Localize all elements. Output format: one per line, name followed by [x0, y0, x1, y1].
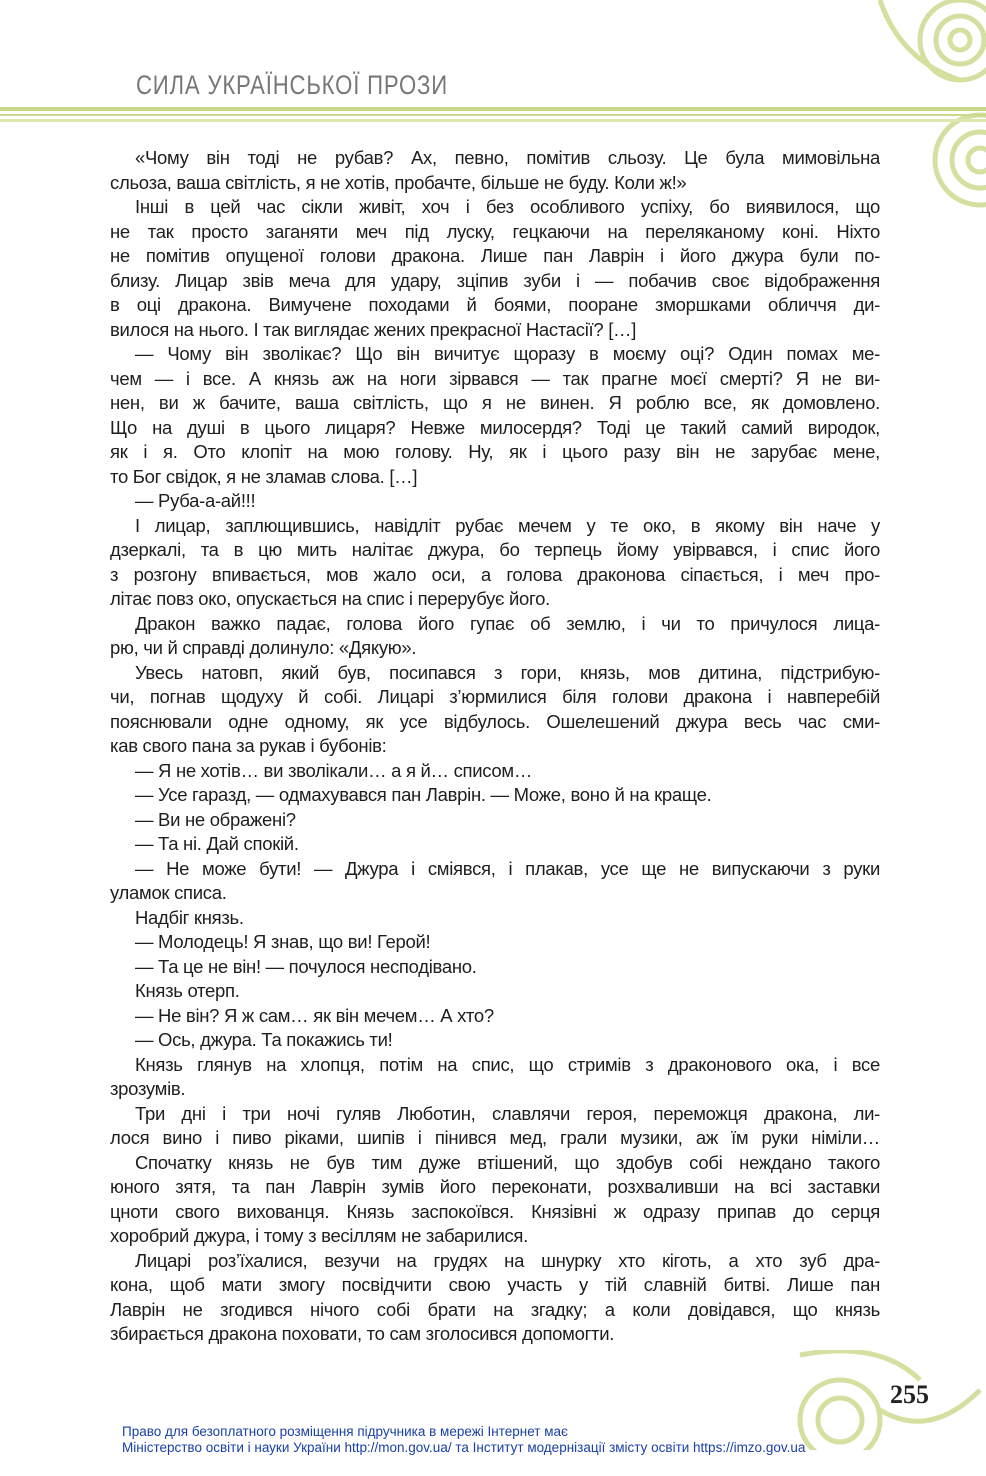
text-line: Лицарі роз’їхалися, везучи на грудях на шнурку хто кіготь, а хто зуб дра-	[135, 1249, 880, 1271]
text-line: не так просто заганяти меч під луску, гецкаючи на переляканому коні. Ніхто	[110, 220, 880, 242]
text-line: чи, погнав щодуху й собі. Лицарі з’юрмилися біля голови дракона і навперебій	[110, 686, 880, 707]
body-text	[110, 146, 880, 1347]
text-line: цноти свого вихованця. Князь заспокоївся. Князівні ж одразу припав до серця	[110, 1200, 880, 1222]
text-line: Три дні і три ночі гуляв Люботин, славлячи героя, переможця дракона, ли-	[135, 1102, 880, 1124]
text-line: кона, щоб мати змогу посвідчити свою участь у тій славній битві. Лише пан	[110, 1274, 880, 1295]
text-line: збирається дракона поховати, то сам зголосився допомогти.	[110, 1323, 615, 1344]
text-line: то Бог свідок, я не зламав слова. […]	[110, 465, 418, 487]
text-line: Надбіг князь.	[135, 906, 244, 928]
swirl-decoration-bottom-icon	[780, 1350, 986, 1450]
text-line: близу. Лицар звів меча для удару, зціпив зуби і — побачив своє відображення	[110, 269, 880, 291]
header-rule	[0, 107, 986, 111]
text-line: — Я не хотів… ви зволікали… а я й… списом…	[135, 759, 533, 781]
text-line: — Чому він зволікає? Що він вичитує щоразу в моєму оці? Один помах ме-	[135, 343, 880, 364]
text-line: Дракон важко падає, голова його гупає об землю, і чи то причулося лица-	[135, 612, 880, 634]
text-line: сльоза, ваша світлість, я не хотів, пробачте, більше не буду. Коли ж!»	[110, 171, 687, 193]
text-line: вилося на нього. І так виглядає жених прекрасної Настасії? […]	[110, 318, 637, 340]
text-line: нен, ви ж бачите, ваша світлість, що я не винен. Я роблю все, як домовлено.	[110, 392, 880, 413]
text-line: — Усе гаразд, — одмахувався пан Лаврін. — Може, воно й на краще.	[135, 784, 712, 805]
text-line: хоробрий джура, і тому з весіллям не забарилися.	[110, 1225, 528, 1246]
text-line: зрозумів.	[110, 1078, 186, 1099]
text-line: — Молодець! Я знав, що ви! Герой!	[135, 931, 431, 952]
text-line: — Та ні. Дай спокій.	[135, 833, 299, 854]
text-line: з розгону впивається, мов жало оси, а голова драконова сіпається, і меч про-	[110, 563, 880, 585]
text-line: не помітив опущеної голови дракона. Лише пан Лаврін і його джура були по-	[110, 245, 880, 266]
text-line: І лицар, заплющившись, навідліт рубає мечем у те око, в якому він наче у	[135, 514, 880, 536]
text-line: кав свого пана за рукав і бубонів:	[110, 735, 387, 756]
text-line: лося вино і пиво ріками, шипів і пінився мед, грали музики, аж їм руки німіли…	[110, 1127, 880, 1148]
text-line: чем — і все. А князь аж на ноги зірвався — так прагне моєї смерті? Я не ви-	[110, 367, 880, 389]
text-line: — Не може бути! — Джура і сміявся, і плакав, усе ще не випускаючи з руки	[135, 857, 880, 879]
text-line: — Руба-а-ай!!!	[135, 490, 256, 511]
text-line: Лаврін не згодився нічого собі брати на згадку; а коли довідався, що князь	[110, 1298, 880, 1320]
header-rule-thin	[0, 114, 986, 116]
text-line: уламок списа.	[110, 882, 227, 903]
text-line: як і я. Ото клопіт на мою голову. Ну, як і цього разу він не зарубає мене,	[110, 441, 880, 462]
text-line: — Ви не ображені?	[135, 808, 296, 830]
header-rule-bottom	[0, 119, 986, 122]
text-line: — Ось, джура. Та покажись ти!	[135, 1029, 393, 1050]
footer-line-1: Право для безоплатного розміщення підручника в мережі Інтернет має	[122, 1424, 568, 1439]
page-number: 255	[890, 1380, 929, 1409]
text-line: Інші в цей час сікли живіт, хоч і без особливого успіху, бо виявилося, що	[135, 196, 880, 217]
text-line: дзеркалі, та в цю мить налітає джура, бо терпець йому увірвався, і спис його	[110, 539, 880, 560]
text-line: Що на душі в цього лицаря? Невже милосердя? Тоді це такий самий виродок,	[110, 416, 880, 438]
text-line: юного зятя, та пан Лаврін зумів його переконати, розхваливши на всі заставки	[110, 1176, 880, 1197]
text-line: Князь глянув на хлопця, потім на спис, що стримів з драконового ока, і все	[135, 1053, 880, 1075]
text-line: Князь отерп.	[135, 980, 240, 1001]
text-line: Увесь натовп, який був, посипався з гори, князь, мов дитина, підстрибую-	[135, 661, 880, 683]
text-line: в оці дракона. Вимучене походами й боями, пооране зморшками обличчя ди-	[110, 294, 880, 315]
text-line: пояснювали одне одному, як усе відбулось. Ошелешений джура весь час сми-	[110, 710, 880, 732]
text-line: Спочатку князь не був тим дуже втішений, що здобув собі неждано такого	[135, 1151, 880, 1173]
text-line: рю, чи й справді долинуло: «Дякую».	[110, 637, 417, 658]
footer-line-2: Міністерство освіти і науки України http://mon.gov.ua/ та Інститут модернізації змісту освіти https://imzo.gov.ua	[122, 1440, 806, 1455]
text-line: «Чому він тоді не рубав? Ах, певно, помітив сльозу. Це була мимовільна	[135, 147, 880, 168]
text-line: літає повз око, опускається на спис і перерубує його.	[110, 588, 550, 609]
text-line: — Не він? Я ж сам… як він мечем… А хто?	[135, 1004, 494, 1026]
running-header-title: СИЛА УКРАЇНСЬКОЇ ПРОЗИ	[136, 70, 448, 100]
text-line: — Та це не він! — почулося несподівано.	[135, 955, 477, 977]
footer-notice	[122, 1424, 805, 1456]
